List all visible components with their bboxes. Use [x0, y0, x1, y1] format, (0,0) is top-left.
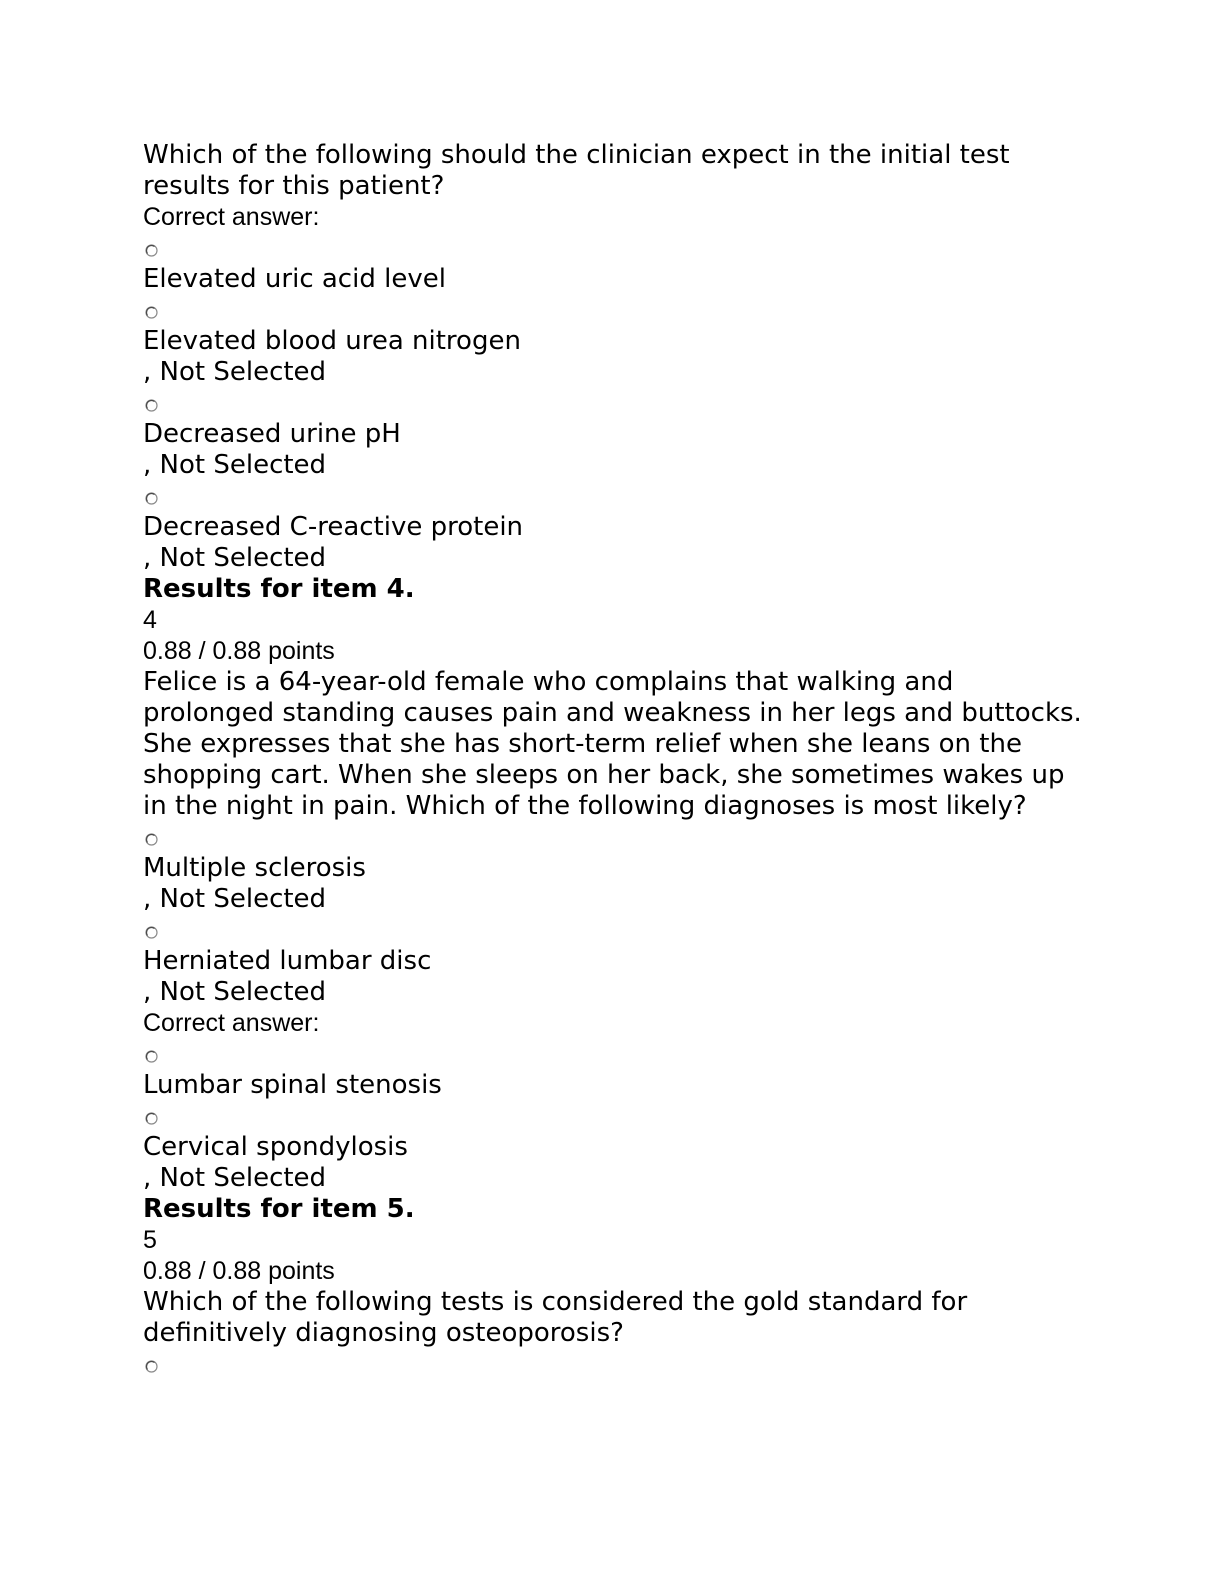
item4-correct-answer-label: Correct answer:: [143, 1009, 320, 1037]
radio-button-icon: [145, 1050, 158, 1063]
item4-option-1-status: , Not Selected: [143, 884, 327, 914]
item3-option-4-label: Decreased C-reactive protein: [143, 512, 524, 542]
item4-option-1-label: Multiple sclerosis: [143, 853, 366, 883]
item4-option-4-status: , Not Selected: [143, 1163, 327, 1193]
radio-button-icon: [145, 1360, 158, 1373]
item3-option-2-label: Elevated blood urea nitrogen: [143, 326, 521, 356]
radio-button-icon: [145, 1112, 158, 1125]
item3-option-2-radio[interactable]: [143, 295, 1083, 326]
item3-option-3-radio[interactable]: [143, 388, 1083, 419]
item3-option-4-status: , Not Selected: [143, 543, 327, 573]
item5-option-1-radio[interactable]: [143, 1349, 1083, 1380]
item4-option-1-radio[interactable]: [143, 822, 1083, 853]
item5-number: 5: [143, 1226, 157, 1254]
radio-button-icon: [145, 833, 158, 846]
item4-option-3-radio[interactable]: [143, 1039, 1083, 1070]
item3-question: Which of the following should the clinician expect in the initial test results for this patient?: [143, 140, 1010, 201]
item4-option-4-label: Cervical spondylosis: [143, 1132, 408, 1162]
item4-option-4-radio[interactable]: [143, 1101, 1083, 1132]
item4-points: 0.88 / 0.88 points: [143, 637, 335, 665]
item3-option-3-status: , Not Selected: [143, 450, 327, 480]
item4-option-2-label: Herniated lumbar disc: [143, 946, 432, 976]
item5-question: Which of the following tests is considered the gold standard for definitively diagnosing osteoporosis?: [143, 1287, 968, 1348]
item3-correct-answer-label: Correct answer:: [143, 203, 320, 231]
item4-results-heading: Results for item 4.: [143, 574, 415, 604]
item4-option-2-status: , Not Selected: [143, 977, 327, 1007]
item3-option-2-status: , Not Selected: [143, 357, 327, 387]
item3-option-1-label: Elevated uric acid level: [143, 264, 446, 294]
item3-option-3-label: Decreased urine pH: [143, 419, 401, 449]
item4-option-2-radio[interactable]: [143, 915, 1083, 946]
item3-option-4-radio[interactable]: [143, 481, 1083, 512]
item3-option-1-radio[interactable]: [143, 233, 1083, 264]
radio-button-icon: [145, 244, 158, 257]
item4-question: Felice is a 64-year-old female who complains that walking and prolonged standing causes pain and weakness in her legs and buttocks. She expresses that she has short-term relief when she leans on the shopping cart. When she sleeps on her back, she sometimes wakes up in the night in pain. Which of the following diagnoses is most likely?: [143, 667, 1082, 821]
item4-number: 4: [143, 606, 157, 634]
item5-results-heading: Results for item 5.: [143, 1194, 415, 1224]
radio-button-icon: [145, 399, 158, 412]
item4-option-3-label: Lumbar spinal stenosis: [143, 1070, 442, 1100]
quiz-results-page: [143, 140, 1083, 1380]
radio-button-icon: [145, 306, 158, 319]
radio-button-icon: [145, 926, 158, 939]
radio-button-icon: [145, 492, 158, 505]
item5-points: 0.88 / 0.88 points: [143, 1257, 335, 1285]
